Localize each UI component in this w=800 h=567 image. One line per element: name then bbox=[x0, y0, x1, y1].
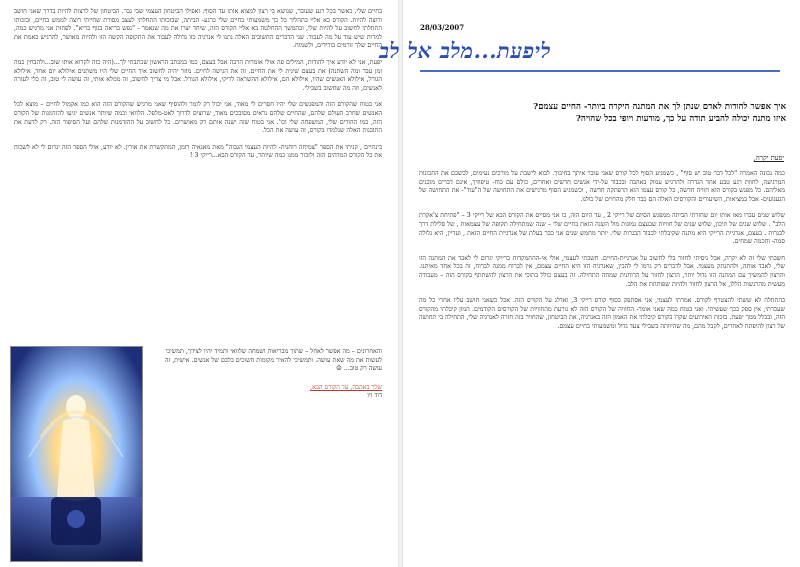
right-paragraph: כמה נכונה האמרה "לכל דבר טוב יש סוף" , כשמגיע הסוף לכל קורס שאני עובר איתך בחיבוך. לבוא לישבת על מורכים נעימים, לכשבם את התכונות המרגיעה, לחוות רגע טבע אחד הגדרה ולהרגיש עמוק באהבה ובכבוד על-ידי אנשים חדשים ואחרים, כולם עם כוח- טיפוזיך, אינם דברים מובנים מאליהם. כל מפגש בקורס הוא חוויה חדשה, כל קורס עצמו הוא הרפתקה חדשה , וכשמגיע הסוף מרגישים את התחושה של ה"עוד"- את התחושה של הגעגועים- אבל במציאות, השיעורים והקורסים האלה הם כבר חלק מהחיים של כולנו. bbox=[419, 170, 785, 203]
closing-section bbox=[150, 348, 382, 401]
closing-paragraph: והאחרונים – מה אפשר לאחל – שתוך מבריאות ושמחה שלוואי ותמיד יהיו לצידך, תמשיכי לעשות את מה שאת עושה. ותמשיכי להאיר מקומות חשוכים בלבם של אנשים. אישית, זה עושה רק טוב... ☺ bbox=[164, 348, 382, 373]
masthead-title: ליפעת...מלב אל לב bbox=[378, 38, 551, 63]
left-text-column bbox=[14, 8, 382, 169]
masthead-divider bbox=[420, 70, 780, 72]
masthead bbox=[378, 38, 553, 68]
right-paragraph: בהתחלה לא ששתי להצטרף לקורס. אמרתי לעצמי, אני אסתפק בסוף קורס רייקי 3, ואדלג על הקורס הזה. אבל כשאני חושב עליו אחרי כל מה שעברתי, אין ספק בכך שעשיתי. ואני בטוח כמה שאני אומר- החוויה של הקורס הזה לא גורעת מהחוויות של הקורסים הקודמים. המון קיבלתי מהקורס הזה, ובכלל ממך יפעת. בזכות האירועים שקרו בקורס קיבלתי את האמון הזה באנרגיה, את הביטחון, שהחזיר בזה חזרה לאנרגיה שלי, התחילה בי תחושה של רצון להיפתח לאחרים, לקבל מהם, מה שהיוותה בשבילי צעד גדול ומשמעותי בחיים עצמם. bbox=[419, 297, 785, 330]
glowing-figure-icon bbox=[11, 347, 142, 561]
salutation: יפעת יקרה, bbox=[753, 154, 784, 162]
headline-line: איזו מתנה יכולה להביע תודה על כך, מודעות ויופי בכל שהויה? bbox=[575, 114, 786, 124]
left-paragraph: בינתיים , קניתי את הספר "צמיחה רוחנית- להיות העצמי הגבוה" מאת מאנאיה רומן, המתקשרת את אורין. לא יודע, אולי הספר הזה יגרום לי לא לשכוח את כל הקורס המדהים הזה ולזכור ממנו כמה שיותר, עד הקורס הבא...רייקי 3 ! bbox=[14, 143, 382, 160]
left-page bbox=[0, 0, 399, 567]
signoff-line: שלך באהבה, עד הקורס הבא, bbox=[310, 383, 382, 391]
right-page bbox=[378, 0, 800, 567]
left-paragraph: אני בטוח שהקורס הזה והמפגשים שלי יהיו חסרים לי מאוד, אני יכול רק לומר ולהוסיף שאני מרגיש שהקורס הזה הוא כמו אקמול לחיים – מוצא לכל האנשים שחרב העולם שלהם, שהחיים שלהם נראים מסובכים מאוד, שרוצים לדרוך לאט-מלפל. הלוואי וכמה שיותר אנשים יגיעו להזדמנות של הקורס הזה, כמו ההורים שלי, המשפחה שלי וכו'. אני בטוח שזה ישנה אותם רק מאושרים. כל לחשוב על ההזדמנות שלהם ועל הסיפור הזה. רק לדעת את התובנות האלה שנלמדו בקורס, זה עושה את הכל. bbox=[14, 101, 382, 135]
glowing-figure-illustration bbox=[10, 346, 143, 562]
left-paragraph: בחיים שלי. כאשר בכל רגע שעובר, שנושא בי רצון למצוא אותו עד הסוף. ואפילו הביטחון העצמי שבי גבר. הביטחון של לרצות להיות בדרך שאני חושב ורוצה להיות. הקורס בא אליי בתהליך כל כך משמעותי בחיים שלי כרגע- הביתה, שבזכותו התחלתי לעצב מסורת שחייתי רוצה לממש בחיים, ובזכותו התחלתי לחשוב על להיות שלי, ובהמשך ההחלטה בא אליי הקורס הזה, שיחד יצרו את מה שנאמר - "נפש בריאה בגוף בריא". לפחות אני מרגיש כמה, למרות שיש עוד על מה לעבוד. שני הדברים החשובים האלה נתנו לי אנרגיה כזו גדולה לעבוד את התקופה הקשה הזו ולהיות מאושר, להרגיש באמת את החיים שלך זורמים בורידים, ולשמוח. bbox=[14, 8, 382, 50]
article-date: 28/03/2007 bbox=[420, 23, 465, 32]
right-paragraph: חשבתי שלי זה לא יקרה, אבל ניסיתי לחזור בלי לחשוב על אנרגיית-החיים. חשבתי לעצמי, אולי אי-ההתמקדות ברייקי יגרום לי לאבד את המתנה הזו שלי, לאבד אותה, ולהתנתק מעצמי. אבל לדברים רק גרמו לי להבין, שאנרגיה הזו היא החיים עצמם, אין לברוח ממנה לברוח, זה בכל אחד מאיתנו. והרצון להמשיך עם המתנה הזו גדול יותר, הרצון לחזור על הרוחנית שמחה התחילה. זה בעצם כולל בתוכי את הרצון להשתתף בקורס הזה – מעבודה מעשית מהרגשות הללו, אל הרצון לחזור ולהיות שפותחת את הלב. bbox=[419, 254, 785, 288]
right-paragraph: שלוש שנים עברו מאז אותו יום שחזרתי הביתה ממפגש הסיום של רייקי 2 , עד היום הזה, בו אני מסיים את הקורס הבא של רייקי 3 – "פתיחת צ'אקרת הלב" . שלוש שנים של תיכון, שלוש שנים של חוויות שבעצם נמוגות מול השנה הזאת בחיים שלי – שנה שמתחילה תקופה של עצמאות , של סלילת דרך לבגרות . בעצם, אנרגיית הרייקי היא מתנה שקיבלתי לכבוד הבגרות שלי. יותר מחמש שנים אני כבר בעלת של אנרגיית החיים הזאת , ועדיין, היא גלולה סמה- וחכמה שמחים. bbox=[419, 212, 785, 246]
left-paragraph: יפעת, אני לא יודע איך להודות, המילים פה אולי אומרות הרבה אבל בעצם, כמו במכתב הראשון שכתבתי לך...(היה כזה לקרוא אותו שוב...ולהבחין כמה זמן עבר ומה השתנה) את בעצם שינית לי את החיים. זה את הגישה לחיים. מוזר יהיה לחשוב איך החיים שלי היו משתנים אילולא יום אחד, אילולא הגורל, אילולא האנשים שהיו, אילולא הם, אילולא ההשראה לריקי, אילולא הגורל. אבל מי צריך לחשוב, זה ממלא אותי, זה עושה לי טוב, זה כלי לעזרה לאנשים, וזה מה שחשוב בשבילי. bbox=[14, 58, 382, 92]
signature-name: דוד זיו bbox=[367, 392, 382, 400]
right-text-column bbox=[419, 170, 785, 340]
headline-line: איך אפשר להודות לאדם שנתן לך את המתנה היקרה ביותר- החיים עצמם? bbox=[533, 102, 786, 112]
article-headline bbox=[426, 101, 786, 125]
